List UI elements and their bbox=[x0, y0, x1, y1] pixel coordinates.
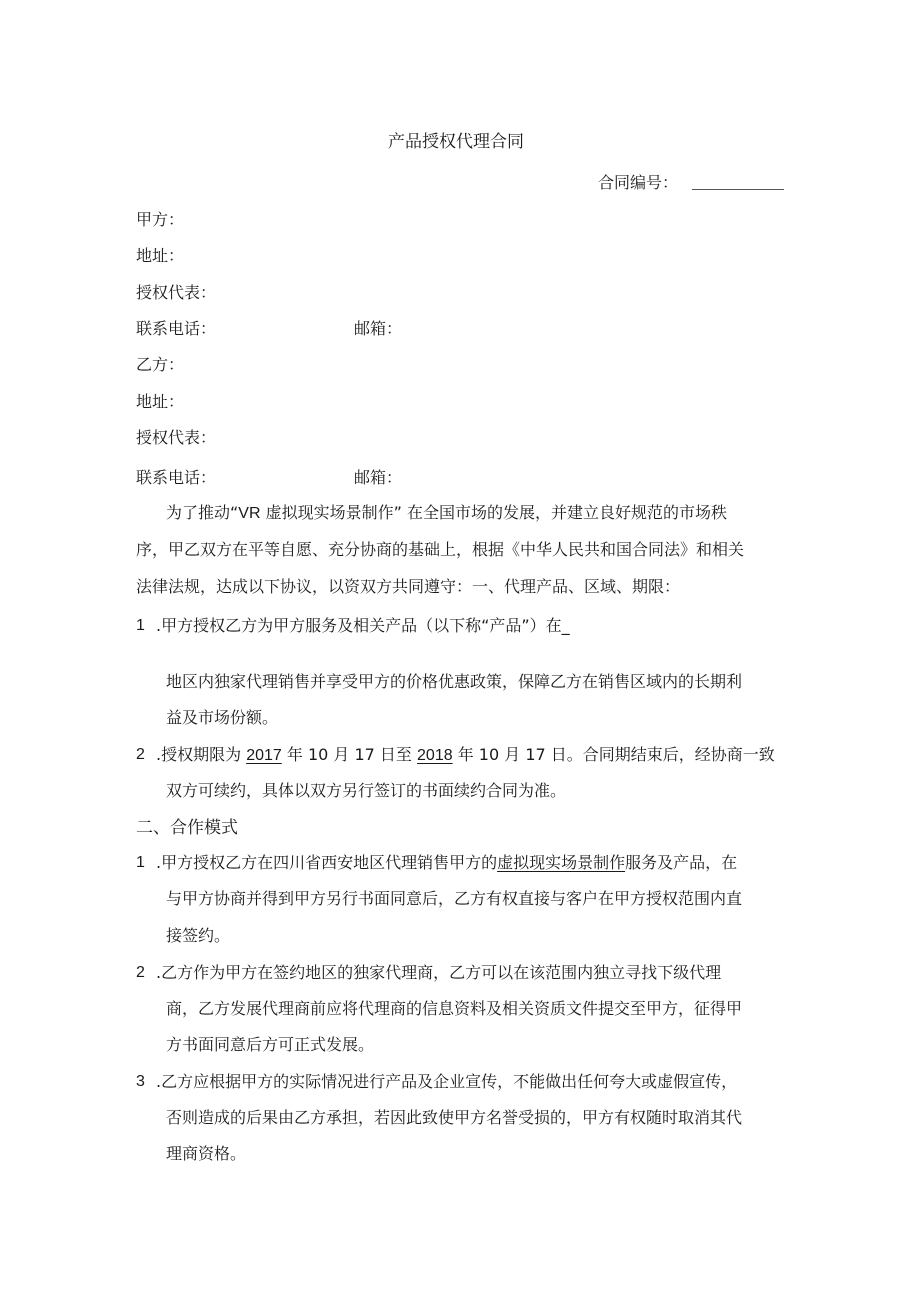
clause-2-2-line-2: 商，乙方发展代理商前应将代理商的信息资料及相关资质文件提交至甲方，征得甲 bbox=[166, 999, 743, 1018]
clause-2-2-line-1: .乙方作为甲方在签约地区的独家代理商，乙方可以在该范围内独立寻找下级代理 bbox=[156, 963, 722, 982]
contract-number-line bbox=[598, 172, 784, 194]
clause-2-1-line-3: 接签约。 bbox=[166, 926, 231, 945]
party-a-rep-label: 授权代表： bbox=[136, 283, 217, 302]
clause-2-1-number: 1 bbox=[136, 854, 145, 871]
clause-2-2-line-3: 方书面同意后方可正式发展。 bbox=[166, 1035, 375, 1054]
party-a-address-label: 地址： bbox=[136, 246, 185, 265]
clause-2-3-line-1: .乙方应根据甲方的实际情况进行产品及企业宣传，不能做出任何夸大或虚假宣传， bbox=[156, 1072, 738, 1091]
clause-2-3-line-2: 否则造成的后果由乙方承担，若因此致使甲方名誉受损的，甲方有权随时取消其代 bbox=[166, 1108, 743, 1127]
contract-number-blank[interactable] bbox=[692, 173, 784, 190]
clause-1-2-line-2: 双方可续约，具体以双方另行签订的书面续约合同为准。 bbox=[166, 781, 567, 800]
contract-number-label: 合同编号： bbox=[598, 173, 679, 192]
section-2-heading: 二、合作模式 bbox=[136, 818, 238, 838]
service-name-underlined: 虚拟现实场景制作 bbox=[497, 853, 626, 872]
term-start-year: 2017 bbox=[246, 747, 282, 764]
clause-2-3-line-3: 理商资格。 bbox=[166, 1144, 247, 1163]
clause-1-1-line-1: .甲方授权乙方为甲方服务及相关产品（以下称“产品”）在_ bbox=[156, 616, 570, 635]
clause-1-1-line-2: 地区内独家代理销售并享受甲方的价格优惠政策，保障乙方在销售区域内的长期利 bbox=[166, 672, 743, 691]
party-a-email-label: 邮箱： bbox=[354, 319, 403, 338]
intro-line-1: 为了推动“VR 虚拟现实场景制作” 在全国市场的发展，并建立良好规范的市场秩 bbox=[166, 503, 727, 522]
party-b-address-label: 地址： bbox=[136, 392, 185, 411]
clause-2-1-line-1: .甲方授权乙方在四川省西安地区代理销售甲方的虚拟现实场景制作服务及产品，在 bbox=[156, 853, 738, 872]
intro-line-2: 序，甲乙双方在平等自愿、充分协商的基础上，根据《中华人民共和国合同法》和相关 bbox=[136, 540, 745, 559]
clause-1-1-line-3: 益及市场份额。 bbox=[166, 708, 279, 727]
clause-1-2-number: 2 bbox=[136, 746, 145, 763]
clause-1-2-line-1: .授权期限为 2017 年 10 月 17 日至 2018 年 10 月 17 日。合同期结束后，经协商一致 bbox=[156, 745, 775, 764]
clause-2-1-line-2: 与甲方协商并得到甲方另行书面同意后，乙方有权直接与客户在甲方授权范围内直 bbox=[166, 889, 743, 908]
term-end-year: 2018 bbox=[417, 747, 453, 764]
intro-line-3: 法律法规，达成以下协议，以资双方共同遵守：一、代理产品、区域、期限： bbox=[136, 577, 681, 596]
party-b-email-label: 邮箱： bbox=[354, 468, 403, 487]
party-a-name-label: 甲方： bbox=[136, 210, 185, 229]
party-b-rep-label: 授权代表： bbox=[136, 428, 217, 447]
document-title: 产品授权代理合同 bbox=[388, 132, 524, 152]
party-b-name-label: 乙方： bbox=[136, 355, 185, 374]
clause-1-1-number: 1 bbox=[136, 617, 145, 634]
clause-2-3-number: 3 bbox=[136, 1073, 145, 1090]
party-a-phone-label: 联系电话： bbox=[136, 319, 217, 338]
party-b-phone-label: 联系电话： bbox=[136, 468, 217, 487]
clause-2-2-number: 2 bbox=[136, 964, 145, 981]
